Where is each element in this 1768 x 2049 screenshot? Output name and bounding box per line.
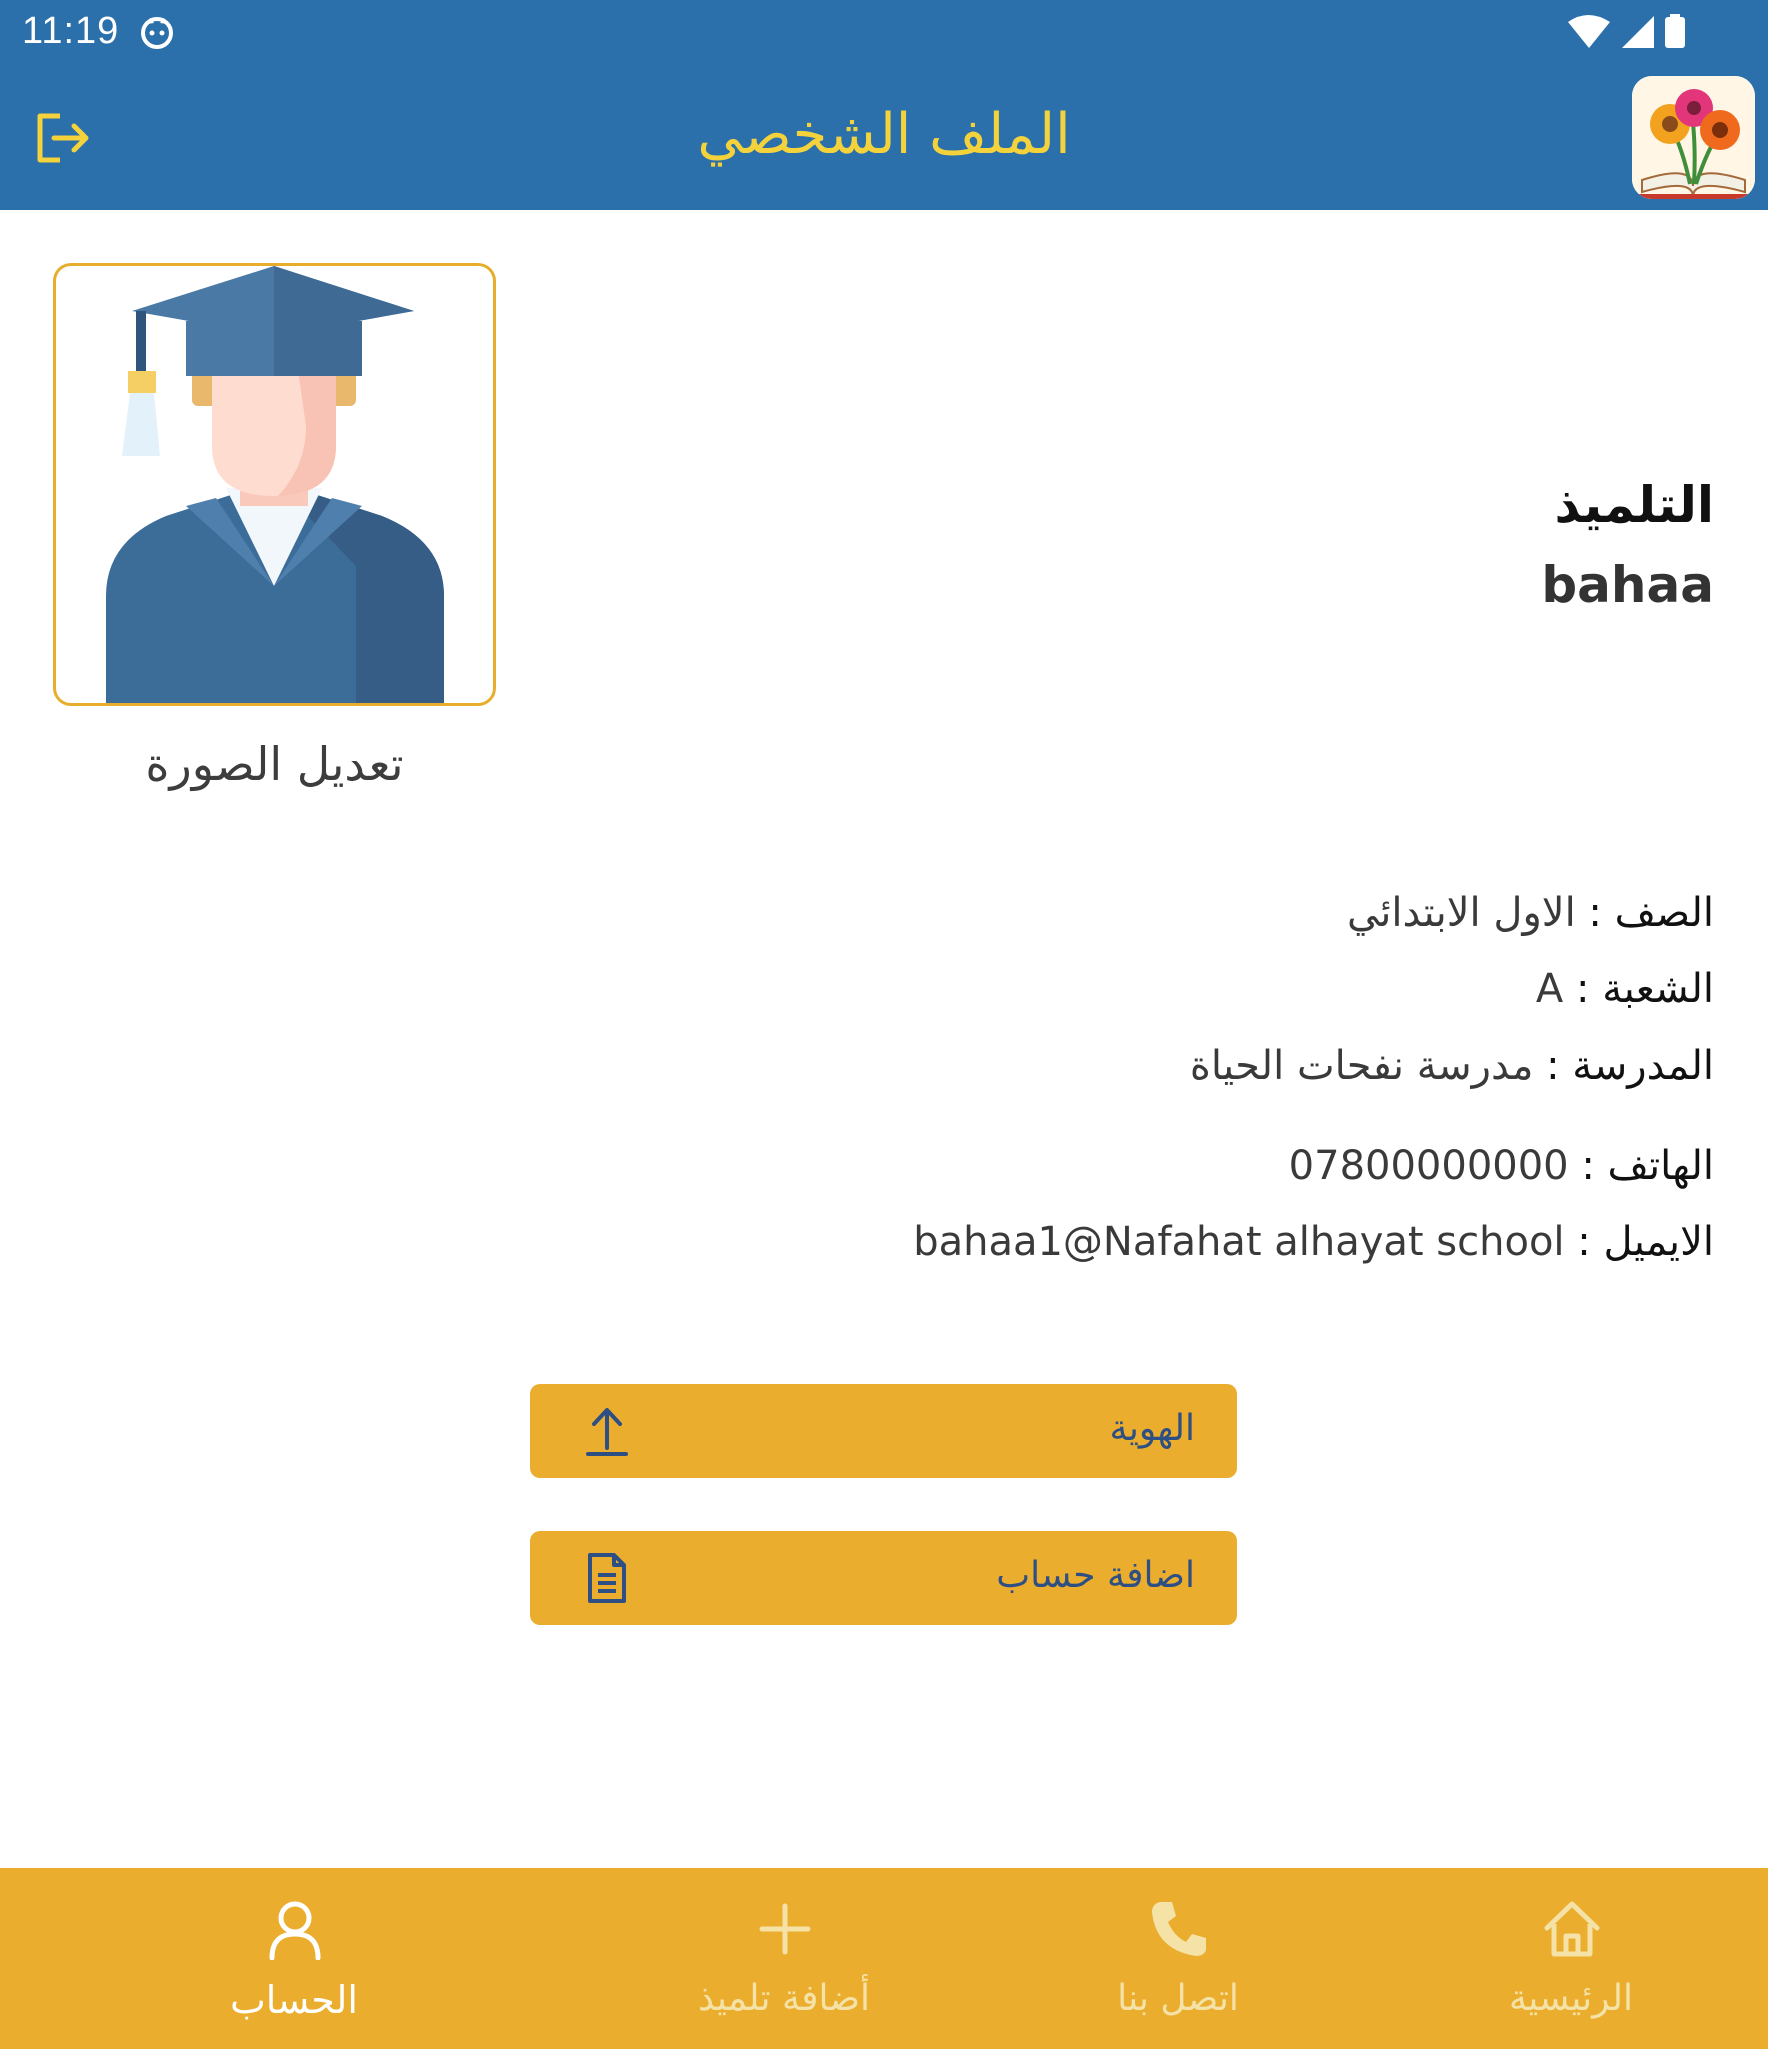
email-row xyxy=(913,1219,1714,1265)
wifi-icon xyxy=(1568,15,1610,48)
edit-photo-button[interactable]: تعديل الصورة xyxy=(145,737,404,791)
phone-icon xyxy=(1148,1898,1210,1960)
flowers-book-logo xyxy=(1632,76,1755,199)
identity-label: الهوية xyxy=(1109,1408,1195,1449)
bottom-nav xyxy=(0,1868,1768,2049)
app-bar xyxy=(0,64,1768,210)
section-value: A xyxy=(1535,966,1564,1012)
nav-home-label: الرئيسية xyxy=(1509,1978,1633,2019)
grade-row xyxy=(1347,890,1714,936)
upload-icon xyxy=(580,1404,634,1458)
nav-add-student[interactable] xyxy=(634,1868,934,2049)
signal-icon xyxy=(1622,16,1654,48)
status-icons xyxy=(1566,12,1716,52)
nav-account-label: الحساب xyxy=(230,1978,358,2022)
section-row xyxy=(1536,966,1714,1012)
phone-row xyxy=(1289,1143,1714,1189)
add-account-label: اضافة حساب xyxy=(996,1555,1195,1596)
add-account-button[interactable] xyxy=(530,1531,1237,1625)
school-label: المدرسة : xyxy=(1546,1043,1714,1089)
identity-upload-button[interactable] xyxy=(530,1384,1237,1478)
status-time: 11:19 xyxy=(22,10,120,52)
section-label: الشعبة : xyxy=(1576,966,1714,1012)
notification-cat-icon xyxy=(139,14,175,50)
school-value: مدرسة نفحات الحياة xyxy=(1189,1043,1534,1089)
nav-contact-label: اتصل بنا xyxy=(1117,1978,1239,2019)
page-title: الملف الشخصي xyxy=(697,102,1071,167)
nav-contact[interactable] xyxy=(1028,1868,1328,2049)
nav-add-student-label: أضافة تلميذ xyxy=(697,1978,870,2019)
student-name: bahaa xyxy=(1541,556,1714,614)
document-icon xyxy=(580,1551,634,1605)
graduate-avatar-icon xyxy=(56,266,493,703)
grade-label: الصف : xyxy=(1588,890,1714,936)
plus-icon xyxy=(754,1898,816,1960)
school-row xyxy=(1190,1043,1714,1089)
nav-home[interactable] xyxy=(1421,1868,1721,2049)
home-icon xyxy=(1541,1898,1603,1960)
battery-icon xyxy=(1665,14,1685,48)
phone-label: الهاتف : xyxy=(1581,1143,1714,1189)
role-label: التلميذ xyxy=(1554,476,1714,534)
grade-value: الاول الابتدائي xyxy=(1346,890,1576,936)
email-value: bahaa1@Nafahat alhayat school xyxy=(913,1219,1565,1265)
email-label: الايميل : xyxy=(1577,1219,1714,1265)
app-logo xyxy=(1632,76,1755,199)
phone-value: 07800000000 xyxy=(1288,1143,1569,1189)
nav-account[interactable] xyxy=(144,1868,444,2049)
status-bar xyxy=(0,0,1768,64)
user-icon xyxy=(264,1898,326,1960)
avatar[interactable] xyxy=(53,263,496,706)
